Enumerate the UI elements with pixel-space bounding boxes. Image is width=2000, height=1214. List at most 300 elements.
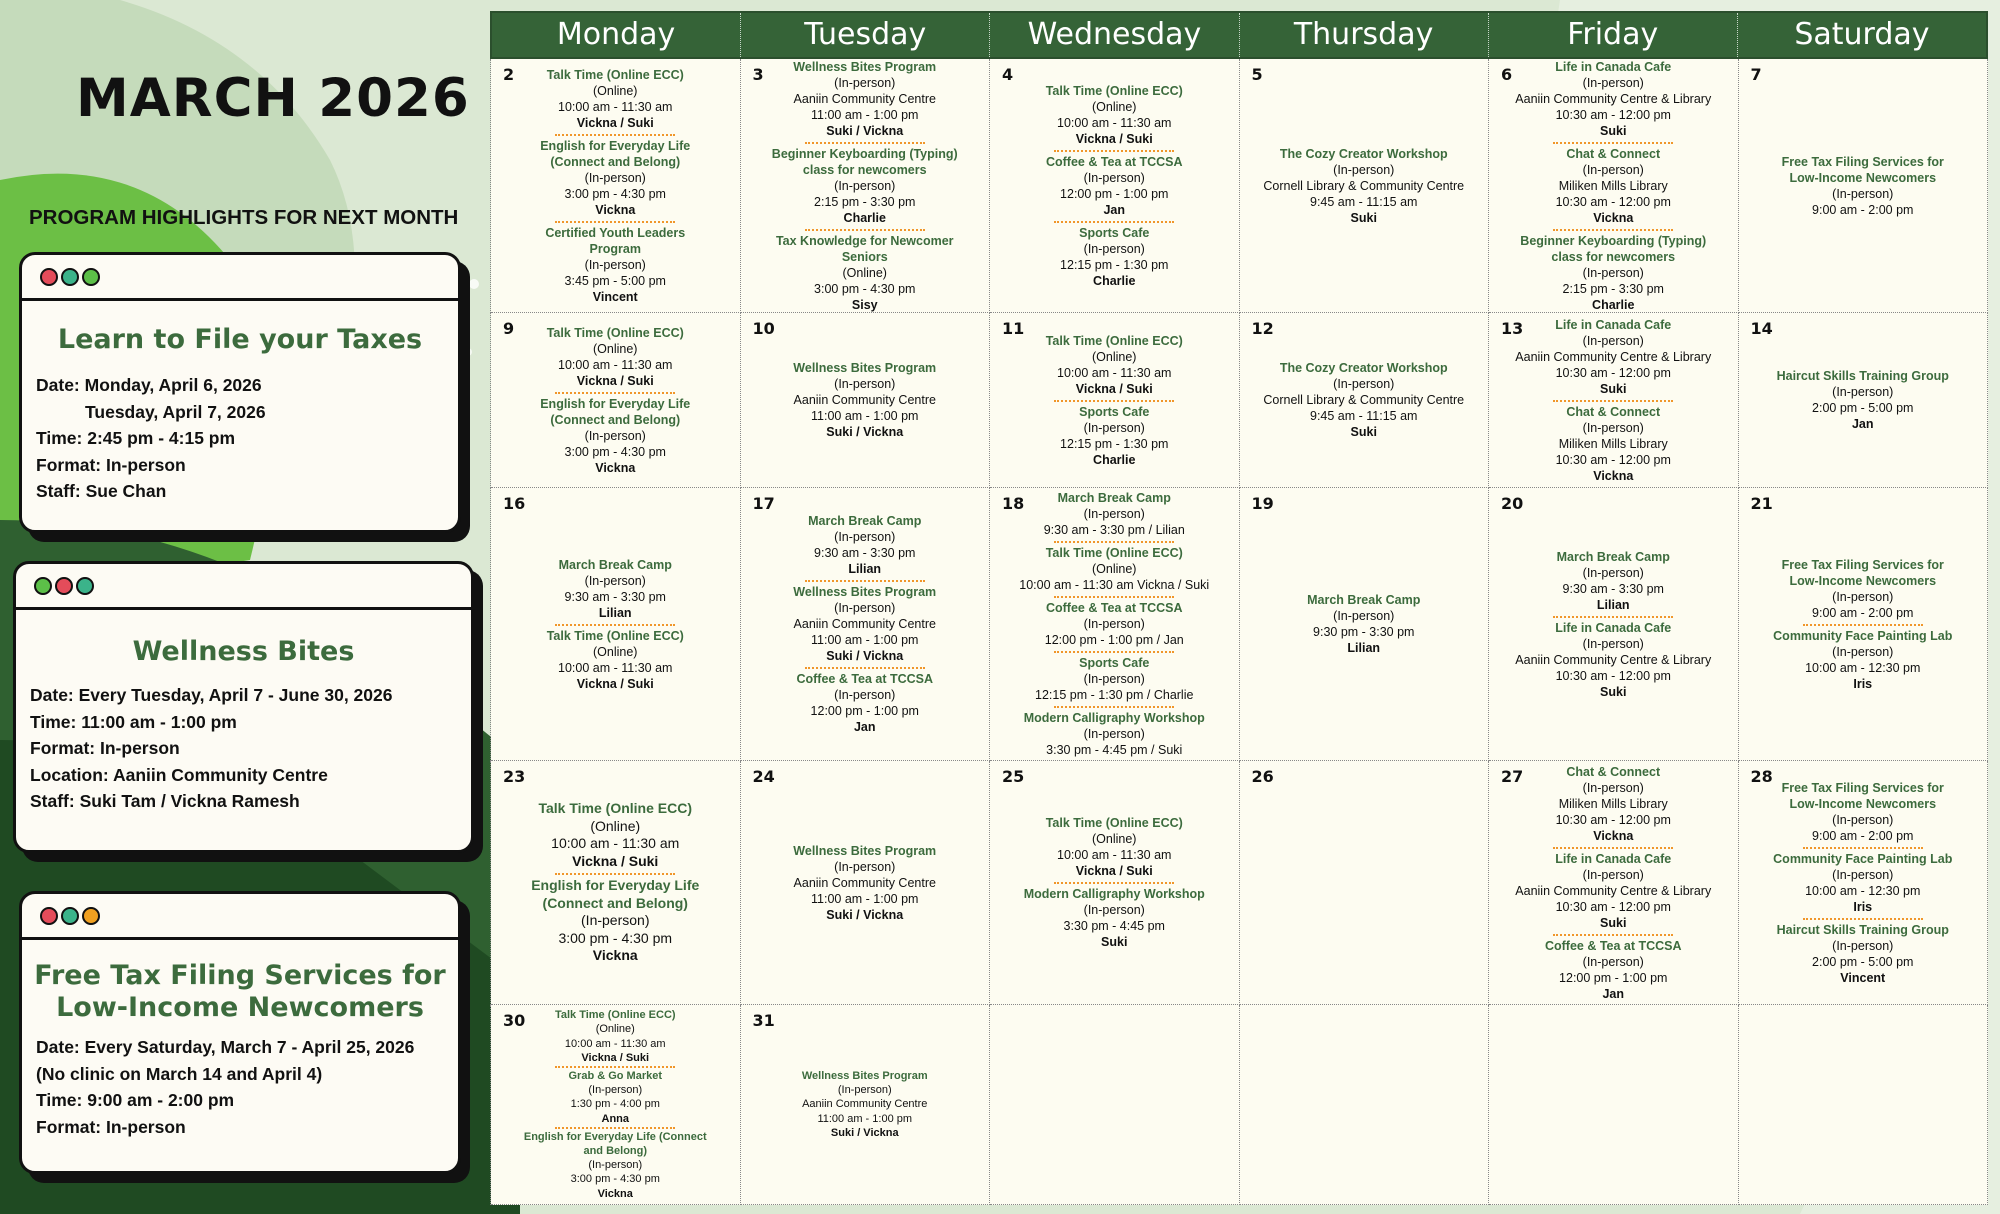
event-staff: Jan	[1851, 417, 1874, 431]
orange-dot-icon	[82, 907, 100, 925]
event-detail: 9:30 am - 3:30 pm / Lilian	[1043, 523, 1185, 537]
event-detail: 12:15 pm - 1:30 pm / Charlie	[1035, 688, 1194, 702]
event	[527, 1008, 704, 1065]
event	[1739, 780, 1988, 844]
event-detail: (In-person)	[1083, 727, 1145, 741]
event-detail: Miliken Mills Library	[1558, 436, 1668, 451]
day-cell[interactable]	[1240, 59, 1490, 313]
event-detail: 12:00 pm - 1:00 pm / Jan	[1044, 633, 1184, 647]
green-dot-icon	[61, 268, 79, 286]
event-name: March Break Camp	[808, 514, 922, 528]
event-name: March Break Camp	[1057, 491, 1171, 505]
event-staff: Lilian	[1347, 641, 1381, 655]
event-staff: Vickna / Suki	[576, 373, 654, 388]
event	[1489, 233, 1738, 313]
event-staff: Vincent	[592, 289, 638, 304]
event-name: Chat & Connect	[1566, 764, 1661, 779]
event-staff: Charlie	[1093, 273, 1136, 288]
event-detail: 10:00 am - 11:30 am	[558, 357, 673, 372]
event-name: Coffee & Tea at TCCSA	[1544, 938, 1682, 953]
event-detail: (In-person)	[834, 530, 896, 544]
green-dot-icon	[76, 577, 94, 595]
day-cell[interactable]	[1489, 1005, 1739, 1205]
event	[1051, 404, 1177, 468]
card-title: Free Tax Filing Services for Low-Income Newcomers	[34, 960, 446, 1023]
event-detail: (In-person)	[1832, 589, 1894, 604]
event-detail: (In-person)	[584, 428, 646, 443]
event	[741, 146, 990, 226]
event-separator	[1054, 651, 1174, 653]
event-staff: Anna	[601, 1112, 629, 1125]
date-number: 17	[752, 494, 775, 513]
card-line: Staff: Sue Chan	[36, 481, 167, 501]
event-name: The Cozy Creator Workshop	[1279, 146, 1448, 161]
event-staff: Suki	[1600, 684, 1627, 699]
highlights-heading: PROGRAM HIGHLIGHTS FOR NEXT MONTH	[29, 206, 459, 229]
day-header: Monday	[492, 13, 741, 57]
event-detail: 10:00 am - 11:30 am	[1057, 848, 1172, 862]
date-number: 2	[503, 65, 515, 84]
event-separator	[1054, 400, 1174, 402]
event-staff: Vickna / Suki	[572, 852, 659, 869]
event-detail: (In-person)	[1582, 75, 1644, 90]
event-name: Sports Cafe	[1079, 404, 1150, 419]
event	[1745, 851, 1980, 915]
week-row	[490, 313, 1988, 488]
day-cell[interactable]	[1739, 761, 1989, 1005]
event-staff: Jan	[1602, 986, 1625, 1001]
event	[519, 67, 712, 131]
card-line: Date: Monday, April 6, 2026	[36, 375, 262, 395]
event-detail: (In-person)	[581, 912, 650, 929]
event-separator	[805, 142, 925, 144]
event-detail: (In-person)	[1582, 867, 1644, 882]
date-number: 4	[1002, 65, 1014, 84]
green-dot-icon	[82, 268, 100, 286]
event-separator	[805, 580, 925, 582]
date-number: 30	[503, 1011, 526, 1030]
event-staff: Lilian	[598, 605, 632, 620]
event	[1018, 154, 1211, 218]
event-detail: 11:00 am - 1:00 pm	[811, 633, 919, 647]
day-cell[interactable]	[1240, 1005, 1490, 1205]
date-number: 24	[752, 767, 775, 786]
event-staff: Jan	[1103, 202, 1126, 217]
event-detail: Aaniin Community Centre	[793, 91, 936, 106]
date-number: 27	[1501, 767, 1524, 786]
event-name: Talk Time (Online ECC)	[1045, 83, 1183, 98]
event-detail: 11:00 am - 1:00 pm	[811, 107, 919, 122]
event	[765, 584, 964, 664]
event-separator	[555, 134, 675, 136]
day-cell[interactable]	[491, 313, 741, 488]
event-name: Haircut Skills Training Group	[1776, 369, 1949, 383]
event-name: Wellness Bites Program	[801, 1069, 928, 1082]
event-separator	[1054, 541, 1174, 543]
event-detail: 2:00 pm - 5:00 pm	[1812, 954, 1914, 969]
card-learn-taxes	[19, 252, 461, 533]
event-detail: 11:00 am - 1:00 pm	[817, 1112, 913, 1125]
event-detail: (In-person)	[1083, 903, 1145, 917]
day-cell[interactable]	[1739, 1005, 1989, 1205]
day-cell[interactable]	[1739, 59, 1989, 313]
red-dot-icon	[40, 907, 58, 925]
event-detail: (Online)	[590, 817, 641, 834]
day-cell[interactable]	[990, 313, 1240, 488]
event-staff: Vickna	[592, 947, 638, 964]
card-details	[30, 682, 471, 815]
week-row	[490, 1005, 1988, 1205]
event-detail: 9:30 am - 3:30 pm	[814, 546, 916, 560]
event-detail: (In-person)	[1832, 385, 1894, 399]
card-free-tax-filing	[19, 891, 461, 1174]
event-name: Coffee & Tea at TCCSA	[796, 672, 934, 686]
week-row	[490, 59, 1988, 313]
event-name: English for Everyday Life (Connect and Belong)	[523, 1130, 707, 1157]
event-detail: (In-person)	[1832, 186, 1894, 201]
event-staff: Suki	[1101, 935, 1128, 949]
event-detail: 3:00 pm - 4:30 pm	[814, 281, 916, 296]
event	[1739, 154, 1988, 218]
day-cell[interactable]	[1489, 761, 1739, 1005]
event-name: March Break Camp	[1307, 593, 1421, 607]
date-number: 11	[1002, 319, 1025, 338]
event-detail: (In-person)	[1083, 420, 1145, 435]
event-staff: Vickna	[595, 460, 636, 475]
event-detail: Aaniin Community Centre & Library	[1515, 91, 1712, 106]
event-detail: (In-person)	[1333, 377, 1395, 391]
event-detail: 3:45 pm - 5:00 pm	[564, 273, 666, 288]
event-staff: Vickna / Suki	[1075, 864, 1153, 878]
event-detail: (In-person)	[1083, 507, 1145, 521]
event-separator	[805, 229, 925, 231]
event-name: Wellness Bites Program	[793, 361, 937, 375]
date-number: 16	[503, 494, 526, 513]
event-name: Beginner Keyboarding (Typing) class for newcomers	[771, 146, 958, 177]
event-separator	[1803, 918, 1923, 920]
day-cell[interactable]	[741, 761, 991, 1005]
card-titlebar	[22, 894, 458, 940]
green-dot-icon	[61, 907, 79, 925]
event-name: Talk Time (Online ECC)	[1045, 546, 1183, 560]
event-detail: Aaniin Community Centre & Library	[1515, 652, 1712, 667]
event-staff: Jan	[853, 720, 876, 734]
event-separator	[1553, 229, 1673, 231]
event-detail: Aaniin Community Centre & Library	[1515, 883, 1712, 898]
day-cell[interactable]	[1739, 488, 1989, 761]
event-name: Talk Time (Online ECC)	[1045, 333, 1183, 348]
day-cell[interactable]	[1739, 313, 1989, 488]
event-detail: 10:00 am - 11:30 am	[558, 99, 673, 114]
date-number: 14	[1750, 319, 1773, 338]
date-number: 25	[1002, 767, 1025, 786]
event-name: Beginner Keyboarding (Typing) class for newcomers	[1520, 233, 1707, 264]
date-number: 18	[1002, 494, 1025, 513]
card-titlebar	[16, 564, 471, 610]
event	[1739, 557, 1988, 621]
event-separator	[1054, 221, 1174, 223]
event-detail: 10:00 am - 11:30 am	[1057, 365, 1172, 380]
event	[491, 1130, 740, 1201]
event-name: Life in Canada Cafe	[1555, 317, 1672, 332]
event-detail: (In-person)	[588, 1159, 643, 1172]
event	[510, 800, 720, 870]
event	[531, 557, 700, 621]
day-cell[interactable]	[1489, 488, 1739, 761]
event-detail: Aaniin Community Centre	[802, 1098, 928, 1111]
event-detail: (Online)	[1092, 562, 1137, 576]
event-staff: Vincent	[1840, 970, 1886, 985]
event-detail: Aaniin Community Centre	[793, 875, 936, 890]
event-staff: Vickna	[597, 1187, 633, 1200]
event-name: Life in Canada Cafe	[1555, 620, 1672, 635]
event-detail: (In-person)	[837, 1084, 892, 1097]
event	[1749, 922, 1977, 986]
card-line: Date: Every Saturday, March 7 - April 25, 2026	[36, 1037, 415, 1057]
event	[1279, 592, 1448, 656]
event-name: Wellness Bites Program	[793, 843, 937, 858]
date-number: 31	[752, 1011, 775, 1030]
event-detail: (Online)	[1092, 349, 1137, 364]
event	[519, 325, 712, 389]
event	[765, 843, 964, 923]
card-title: Learn to File your Taxes	[57, 324, 423, 355]
event-detail: 9:00 am - 2:00 pm	[1812, 828, 1914, 843]
event-staff: Vickna / Suki	[581, 1051, 650, 1064]
event	[1018, 600, 1211, 648]
event-detail: 10:00 am - 11:30 am	[1057, 115, 1172, 130]
event	[491, 225, 740, 305]
day-cell[interactable]	[990, 59, 1240, 313]
event-detail: (In-person)	[1083, 241, 1145, 256]
event-separator	[1553, 616, 1673, 618]
event-name: The Cozy Creator Workshop	[1279, 361, 1448, 375]
event-detail: (In-person)	[1832, 938, 1894, 953]
event	[1018, 815, 1211, 879]
event	[491, 877, 740, 965]
event-detail: 12:00 pm - 1:00 pm	[810, 704, 919, 718]
event-detail: (In-person)	[1832, 867, 1894, 882]
event	[540, 1069, 690, 1126]
event	[1252, 360, 1476, 440]
day-cell[interactable]	[1240, 761, 1490, 1005]
event	[1018, 333, 1211, 397]
event-name: Modern Calligraphy Workshop	[1023, 711, 1205, 725]
event-staff: Vickna / Suki	[576, 115, 654, 130]
event-name: Life in Canada Cafe	[1555, 59, 1672, 74]
day-cell[interactable]	[491, 761, 741, 1005]
event-name: Modern Calligraphy Workshop	[1023, 887, 1205, 901]
event	[1515, 59, 1711, 139]
event-staff: Lilian	[1596, 597, 1630, 612]
date-number: 7	[1750, 65, 1762, 84]
event	[1745, 628, 1980, 692]
event	[1035, 655, 1193, 703]
date-number: 28	[1750, 767, 1773, 786]
day-cell[interactable]	[741, 313, 991, 488]
event-detail: Aaniin Community Centre	[793, 393, 936, 407]
event	[1538, 404, 1688, 484]
event-detail: Aaniin Community Centre	[793, 617, 936, 631]
event-name: Haircut Skills Training Group	[1776, 922, 1949, 937]
calendar	[490, 11, 1988, 1205]
event-name: Certified Youth Leaders Program	[545, 225, 686, 256]
event-detail: (In-person)	[1832, 644, 1894, 659]
event	[741, 233, 990, 313]
event-detail: (Online)	[1092, 832, 1137, 846]
event-staff: Lilian	[848, 562, 882, 576]
event-name: Chat & Connect	[1566, 404, 1661, 419]
card-line: Location: Aaniin Community Centre	[30, 764, 328, 785]
event-detail: 3:00 pm - 4:30 pm	[564, 444, 666, 459]
event-detail: (In-person)	[584, 257, 646, 272]
event-detail: (Online)	[595, 1023, 635, 1036]
day-cell[interactable]	[491, 1005, 741, 1205]
day-cell[interactable]	[491, 488, 741, 761]
event-name: Talk Time (Online ECC)	[538, 800, 692, 817]
event	[1030, 490, 1199, 538]
event-staff: Vickna	[1593, 828, 1634, 843]
event-detail: 10:30 am - 12:00 pm	[1555, 365, 1671, 380]
event-staff: Charlie	[1093, 452, 1136, 467]
event-detail: (In-person)	[1582, 636, 1644, 651]
event-detail: 10:30 am - 12:00 pm	[1555, 899, 1671, 914]
event-separator	[555, 221, 675, 223]
event-name: English for Everyday Life (Connect and Belong)	[540, 396, 691, 427]
event-name: Grab & Go Market	[568, 1069, 663, 1082]
event	[774, 1069, 956, 1140]
card-line: Time: 11:00 am - 1:00 pm	[30, 711, 237, 732]
event-staff: Suki	[1600, 381, 1627, 396]
event-detail: (In-person)	[1582, 780, 1644, 795]
event-detail: 10:00 am - 11:30 am	[564, 1037, 666, 1050]
event-detail: (In-person)	[834, 75, 896, 90]
event	[519, 628, 712, 692]
event-detail: 11:00 am - 1:00 pm	[811, 891, 919, 906]
card-line: Time: 9:00 am - 2:00 pm	[36, 1090, 235, 1110]
event-name: Talk Time (Online ECC)	[546, 325, 684, 340]
event-staff: Iris	[1853, 899, 1873, 914]
event	[1517, 938, 1710, 1002]
event-detail: 10:30 am - 12:00 pm	[1555, 452, 1671, 467]
event-name: English for Everyday Life (Connect and Belong)	[540, 138, 691, 169]
event-staff: Suki / Vickna	[826, 649, 904, 663]
event	[1538, 146, 1688, 226]
event-detail: 9:30 am - 3:30 pm	[1562, 581, 1664, 596]
event-detail: 9:45 am - 11:15 am	[1310, 409, 1418, 423]
day-cell[interactable]	[741, 488, 991, 761]
event-detail: 12:00 pm - 1:00 pm	[1559, 970, 1668, 985]
event-detail: (In-person)	[834, 377, 896, 391]
event-detail: 3:30 pm - 4:45 pm / Suki	[1046, 743, 1183, 757]
day-header: Saturday	[1794, 17, 1930, 52]
event-name: Talk Time (Online ECC)	[546, 67, 684, 82]
date-number: 20	[1501, 494, 1524, 513]
date-number: 13	[1501, 319, 1524, 338]
event-staff: Vickna / Suki	[1075, 131, 1153, 146]
event-detail: (In-person)	[584, 573, 646, 588]
event-separator	[555, 1066, 675, 1068]
card-details	[36, 1034, 458, 1140]
event-staff: Suki	[1600, 915, 1627, 930]
event-detail: 2:00 pm - 5:00 pm	[1812, 401, 1914, 415]
week-row	[490, 488, 1988, 761]
day-header: Thursday	[1240, 13, 1489, 57]
event-separator	[555, 1127, 675, 1129]
event-name: Tax Knowledge for Newcomer Seniors	[775, 233, 954, 264]
event-name: Talk Time (Online ECC)	[554, 1009, 676, 1022]
day-cell[interactable]	[990, 761, 1240, 1005]
event-separator	[1054, 882, 1174, 884]
event-detail: (Online)	[593, 341, 638, 356]
day-header: Friday	[1489, 13, 1738, 57]
event-name: Free Tax Filing Services for Low-Income Newcomers	[1781, 154, 1944, 185]
red-dot-icon	[40, 268, 58, 286]
event	[765, 360, 964, 440]
event-detail: Cornell Library & Community Centre	[1263, 178, 1465, 193]
day-cell[interactable]	[990, 1005, 1240, 1205]
day-header: Wednesday	[990, 13, 1239, 57]
event	[1515, 620, 1711, 700]
date-number: 9	[503, 319, 515, 338]
event-separator	[1803, 847, 1923, 849]
event-detail: 10:30 am - 12:00 pm	[1555, 812, 1671, 827]
event-separator	[1553, 142, 1673, 144]
day-cell[interactable]	[1240, 313, 1490, 488]
event-detail: 12:15 pm - 1:30 pm	[1060, 257, 1169, 272]
day-cell[interactable]	[741, 59, 991, 313]
event-detail: (In-person)	[1083, 170, 1145, 185]
event-staff: Vickna / Suki	[576, 676, 654, 691]
day-cell[interactable]	[741, 1005, 991, 1205]
event-detail: 9:30 am - 3:30 pm	[564, 589, 666, 604]
calendar-body	[490, 59, 1988, 1205]
event-separator	[1553, 934, 1673, 936]
event-detail: (In-person)	[1582, 565, 1644, 580]
event-detail: 9:00 am - 2:00 pm	[1812, 605, 1914, 620]
event-separator	[1553, 400, 1673, 402]
event-name: Sports Cafe	[1079, 656, 1150, 670]
event-detail: (In-person)	[834, 688, 896, 702]
event-separator	[1553, 847, 1673, 849]
day-cell[interactable]	[1489, 59, 1739, 313]
day-cell[interactable]	[990, 488, 1240, 761]
event-detail: (In-person)	[1582, 162, 1644, 177]
card-line: Format: In-person	[36, 1116, 186, 1137]
event-detail: 10:00 am - 12:30 pm	[1805, 660, 1921, 675]
event-detail: (In-person)	[834, 859, 896, 874]
day-cell[interactable]	[1489, 313, 1739, 488]
day-cell[interactable]	[1240, 488, 1490, 761]
day-cell[interactable]	[491, 59, 741, 313]
event-separator	[555, 873, 675, 875]
card-title: Wellness Bites	[132, 636, 355, 667]
event-name: Community Face Painting Lab	[1773, 628, 1953, 643]
event-separator	[805, 667, 925, 669]
event-staff: Suki / Vickna	[826, 425, 904, 439]
event-name: Life in Canada Cafe	[1555, 851, 1672, 866]
calendar-header	[490, 11, 1988, 59]
date-number: 10	[752, 319, 775, 338]
event	[1529, 549, 1698, 613]
event-detail: 11:00 am - 1:00 pm	[811, 409, 919, 423]
month-title: MARCH 2026	[76, 68, 470, 129]
event-detail: 9:45 am - 11:15 am	[1310, 194, 1418, 209]
event-separator	[555, 392, 675, 394]
event	[780, 513, 949, 577]
event-name: English for Everyday Life (Connect and Belong)	[531, 877, 700, 911]
date-number: 21	[1750, 494, 1773, 513]
